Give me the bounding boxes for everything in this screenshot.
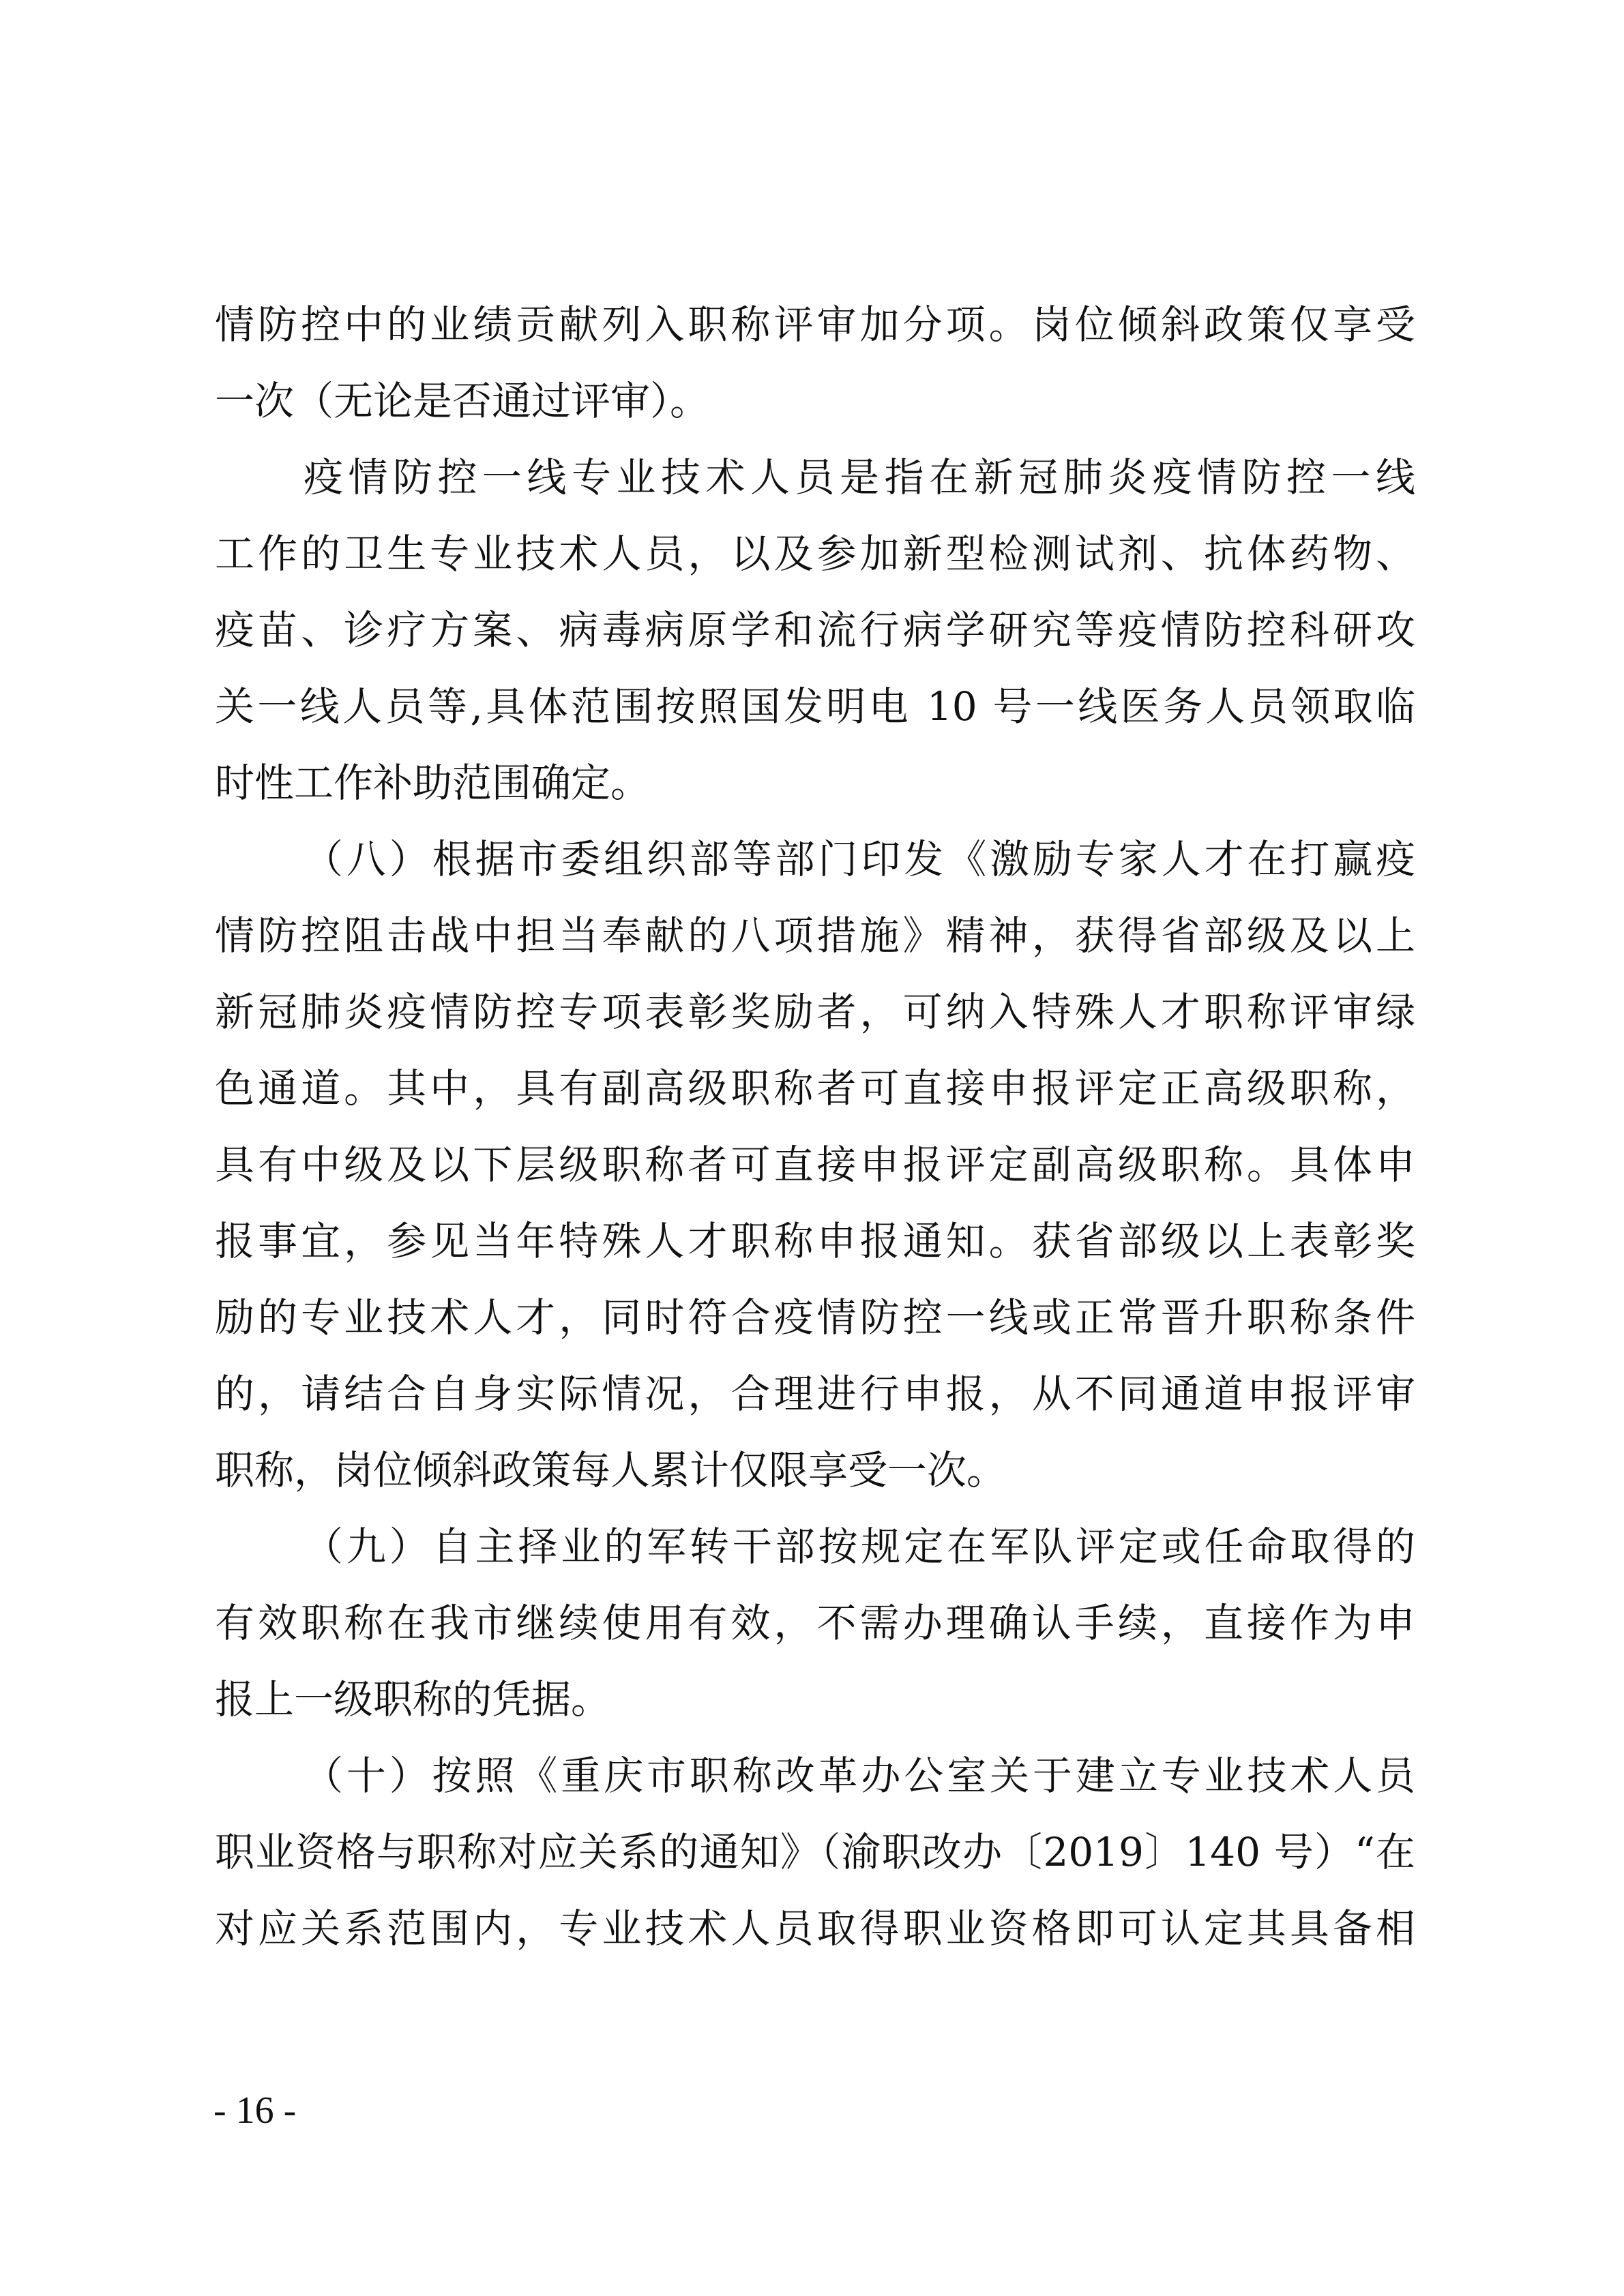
text-line: 具有中级及以下层级职称者可直接申报评定副高级职称。具体申: [215, 1142, 1415, 1188]
text-line: 报事宜，参见当年特殊人才职称申报通知。获省部级以上表彰奖: [215, 1218, 1415, 1264]
text-line: 疫苗、诊疗方案、病毒病原学和流行病学研究等疫情防控科研攻: [215, 607, 1415, 653]
text-line: 有效职称在我市继续使用有效，不需办理确认手续，直接作为申: [215, 1600, 1415, 1646]
text-line: 对应关系范围内，专业技术人员取得职业资格即可认定其具备相: [215, 1905, 1415, 1952]
paragraph-start-line: （九）自主择业的军转干部按规定在军队评定或任命取得的: [304, 1523, 1415, 1570]
text-line: 职称，岗位倾斜政策每人累计仅限享受一次。: [215, 1447, 1007, 1493]
text-line: 一次（无论是否通过评审）。: [215, 378, 710, 424]
page-number: - 16 -: [213, 2089, 297, 2132]
text-line: 时性工作补助范围确定。: [215, 760, 651, 806]
paragraph-start-line: 疫情防控一线专业技术人员是指在新冠肺炎疫情防控一线: [304, 454, 1415, 501]
text-line: 情防控阻击战中担当奉献的八项措施》精神，获得省部级及以上: [215, 912, 1415, 959]
text-line: 情防控中的业绩贡献列入职称评审加分项。岗位倾斜政策仅享受: [215, 301, 1415, 348]
paragraph-start-line: （十）按照《重庆市职称改革办公室关于建立专业技术人员: [304, 1753, 1415, 1799]
body-text: [215, 286, 1415, 1967]
text-line: 色通道。其中，具有副高级职称者可直接申报评定正高级职称，: [215, 1065, 1415, 1112]
text-line: 励的专业技术人才，同时符合疫情防控一线或正常晋升职称条件: [215, 1294, 1415, 1341]
text-line: 报上一级职称的凭据。: [215, 1676, 611, 1723]
text-line: 的，请结合自身实际情况，合理进行申报，从不同通道申报评审: [215, 1371, 1415, 1417]
text-line: 关一线人员等,具体范围按照国发明电 10 号一线医务人员领取临: [215, 683, 1415, 730]
paragraph-start-line: （八）根据市委组织部等部门印发《激励专家人才在打赢疫: [304, 836, 1415, 882]
text-line: 职业资格与职称对应关系的通知》（渝职改办〔2019〕140 号）“在: [215, 1829, 1415, 1875]
text-line: 工作的卫生专业技术人员，以及参加新型检测试剂、抗体药物、: [215, 531, 1415, 577]
text-line: 新冠肺炎疫情防控专项表彰奖励者，可纳入特殊人才职称评审绿: [215, 989, 1415, 1035]
